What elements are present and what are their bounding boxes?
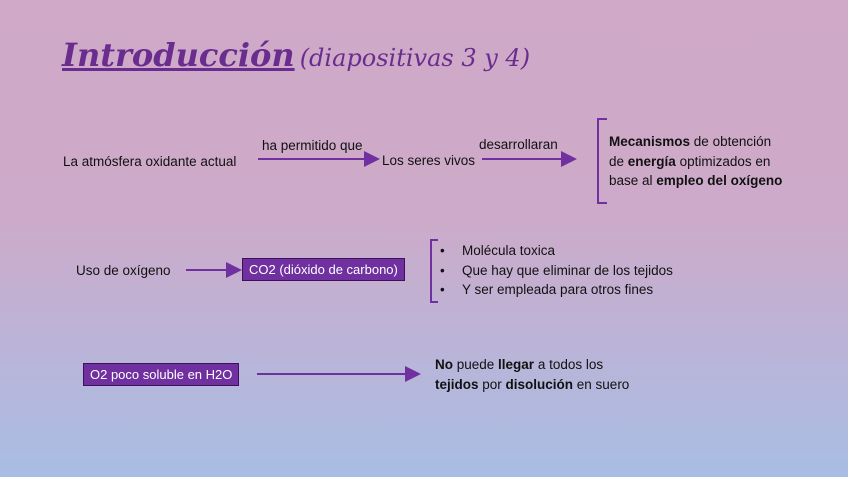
list-item: • Que hay que eliminar de los tejidos	[440, 261, 673, 281]
mecanismos-text: Mecanismos de obtención de energía optimizados en base al empleo del oxígeno	[609, 134, 783, 188]
list-item: • Molécula toxica	[440, 241, 673, 261]
o2-box: O2 poco soluble en H2O	[83, 363, 239, 386]
co2-box: CO2 (dióxido de carbono)	[242, 258, 405, 281]
atmosfera-label: La atmósfera oxidante actual	[63, 154, 237, 169]
list-item: • Y ser empleada para otros fines	[440, 280, 673, 300]
title-main: Introducción	[62, 36, 295, 74]
seres-vivos-label: Los seres vivos	[382, 153, 476, 168]
slide-title	[62, 36, 530, 74]
uso-oxigeno-label: Uso de oxígeno	[76, 263, 171, 278]
bracket-co2	[431, 240, 438, 302]
no-llega-text: No puede llegar a todos los tejidos por disolución en suero	[435, 357, 630, 392]
arrow-label-permitido: ha permitido que	[262, 138, 363, 153]
arrow-label-desarrollaran: desarrollaran	[479, 137, 558, 152]
title-subtitle: (diapositivas 3 y 4)	[299, 44, 531, 72]
bracket-mecanismos	[598, 119, 607, 203]
co2-bullet-list	[440, 241, 673, 300]
